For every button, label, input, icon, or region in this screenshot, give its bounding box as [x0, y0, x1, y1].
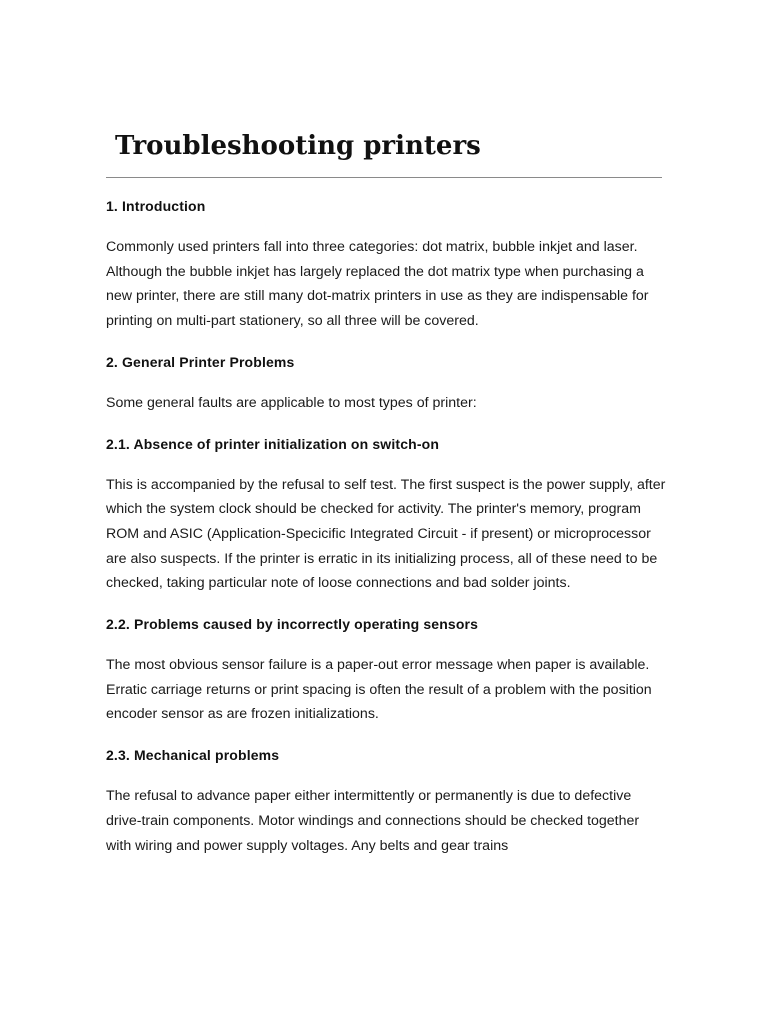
- mechanical-problems-paragraph: The refusal to advance paper either intermittently or permanently is due to defective drive-train components. Motor windings and connections should be checked together with wiring and power supply voltages. Any belts and gear trains: [106, 788, 640, 854]
- section-heading-general-printer-problems: 2. General Printer Problems: [106, 353, 295, 370]
- section-heading-absence-of-initialization: 2.1. Absence of printer initialization on switch-on: [106, 435, 440, 452]
- introduction-paragraph: Commonly used printers fall into three categories: dot matrix, bubble inkjet and laser. Although the bubble inkjet has largely replaced the dot matrix type when purchasing a new printer, there are still many dot-matrix printers in use as they are indispensable for printing on multi-part stationery, so all three will be covered.: [106, 239, 649, 330]
- document-title: Troubleshooting printers: [115, 131, 481, 161]
- section-heading-sensor-problems: 2.2. Problems caused by incorrectly operating sensors: [106, 616, 479, 633]
- section-heading-mechanical-problems: 2.3. Mechanical problems: [106, 747, 280, 764]
- general-problems-paragraph: Some general faults are applicable to most types of printer:: [106, 394, 477, 411]
- absence-of-initialization-paragraph: This is accompanied by the refusal to self test. The first suspect is the power supply, after which the system clock should be checked for activity. The printer's memory, program ROM and ASIC (Application-Specicific Integrated Circuit - if present) or microprocessor are also suspects. If the printer is erratic in its initializing process, all of these need to be checked, taking particular note of loose connections and bad solder joints.: [106, 476, 666, 592]
- section-heading-introduction: 1. Introduction: [106, 198, 206, 214]
- document-body: [106, 194, 666, 874]
- sensor-problems-paragraph: The most obvious sensor failure is a paper-out error message when paper is available. Erratic carriage returns or print spacing is often the result of a problem with the position encoder sensor as are frozen initializations.: [106, 657, 652, 723]
- title-divider: [106, 177, 662, 178]
